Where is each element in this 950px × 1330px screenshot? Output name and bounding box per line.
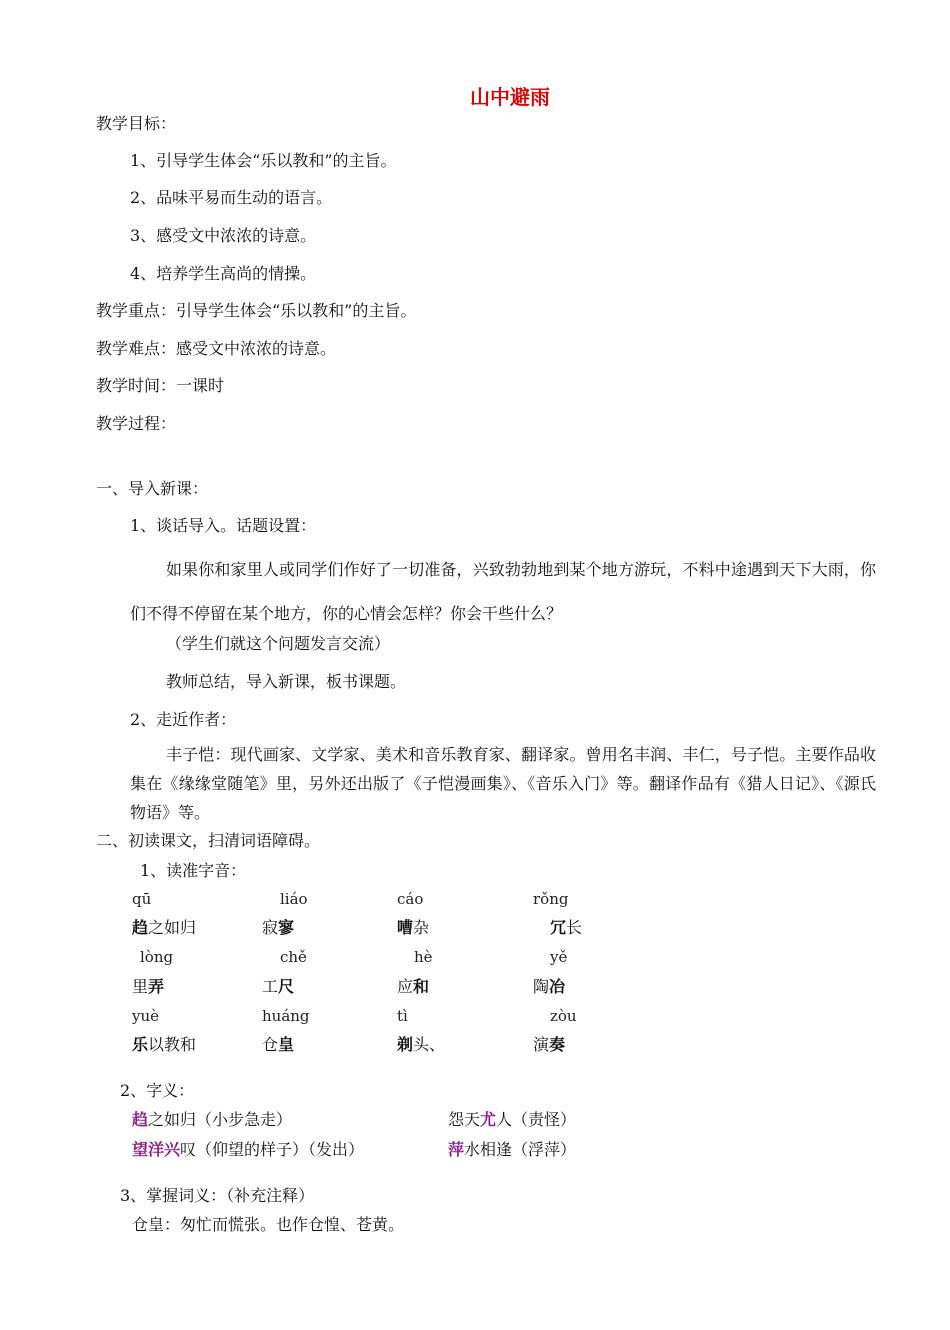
pinyin: hè [414,948,433,966]
section-2-sub-3: 3、掌握词义：（补充注释） [120,1186,315,1205]
meaning-1: 趋之如归（小步急走） [132,1110,293,1129]
meaning-2: 怨天尤人（责怪） [448,1110,577,1129]
word: 剃头、 [397,1035,446,1054]
word: 仓皇 [262,1035,295,1054]
process-heading: 教学过程： [96,414,177,433]
student-note: （学生们就这个问题发言交流） [166,634,391,653]
word: 冗长 [550,918,583,937]
word: 趋之如归 [132,918,197,937]
section-2-sub-1: 1、读准字音： [140,861,247,880]
word: 演奏 [533,1035,566,1054]
objective-item-4: 4、培养学生高尚的情操。 [130,264,317,283]
definition: 仓皇：匆忙而慌张。也作仓惶、苍黄。 [132,1215,405,1234]
teacher-summary: 教师总结，导入新课，板书课题。 [166,672,407,691]
objectives-heading: 教学目标： [96,114,177,133]
pinyin: yě [550,948,568,966]
difficulty: 教学难点：感受文中浓浓的诗意。 [96,339,337,358]
word: 寂寥 [262,918,295,937]
pinyin: lòng [140,948,174,966]
pinyin: qū [132,890,152,908]
section-2-sub-2: 2、字义： [120,1081,195,1100]
pinyin: yuè [132,1007,160,1025]
word: 嘈杂 [397,918,430,937]
pinyin: rǒng [533,890,569,908]
word: 应和 [397,977,430,996]
teaching-time: 教学时间：一课时 [96,376,225,395]
pinyin: huáng [262,1007,310,1025]
pinyin: tì [397,1007,408,1025]
section-1-sub-2: 2、走近作者： [130,710,237,729]
section-2-heading: 二、初读课文，扫清词语障碍。 [96,831,321,850]
word: 陶冶 [533,977,566,996]
pinyin: cáo [397,890,424,908]
intro-paragraph: 如果你和家里人或同学们作好了一切准备，兴致勃勃地到某个地方游玩，不料中途遇到天下大雨，你们不得不停留在某个地方，你的心情会怎样？你会干些什么？ [130,560,876,623]
page-title: 山中避雨 [470,85,550,109]
meaning-4: 萍水相逢（浮萍） [448,1140,577,1159]
word: 乐以教和 [132,1035,197,1054]
key-point: 教学重点：引导学生体会“乐以教和”的主旨。 [96,301,417,320]
word: 里弄 [132,977,165,996]
author-paragraph: 丰子恺：现代画家、文学家、美术和音乐教育家、翻译家。曾用名丰润、丰仁，号子恺。主要作品收集在《缘缘堂随笔》里，另外还出版了《子恺漫画集》、《音乐入门》等。翻译作品有《猎人日记》、《源氏物语》等。 [130,745,876,822]
objective-item-1: 1、引导学生体会“乐以教和”的主旨。 [130,151,397,170]
objective-item-3: 3、感受文中浓浓的诗意。 [130,226,317,245]
word: 工尺 [262,977,295,996]
pinyin: zòu [550,1007,577,1025]
meaning-3: 望洋兴叹（仰望的样子）（发出） [132,1140,365,1159]
pinyin: chě [280,948,307,966]
pinyin: liáo [280,890,308,908]
section-1-heading: 一、导入新课： [96,479,209,498]
objective-item-2: 2、品味平易而生动的语言。 [130,188,333,207]
section-1-sub-1: 1、谈话导入。话题设置： [130,516,317,535]
